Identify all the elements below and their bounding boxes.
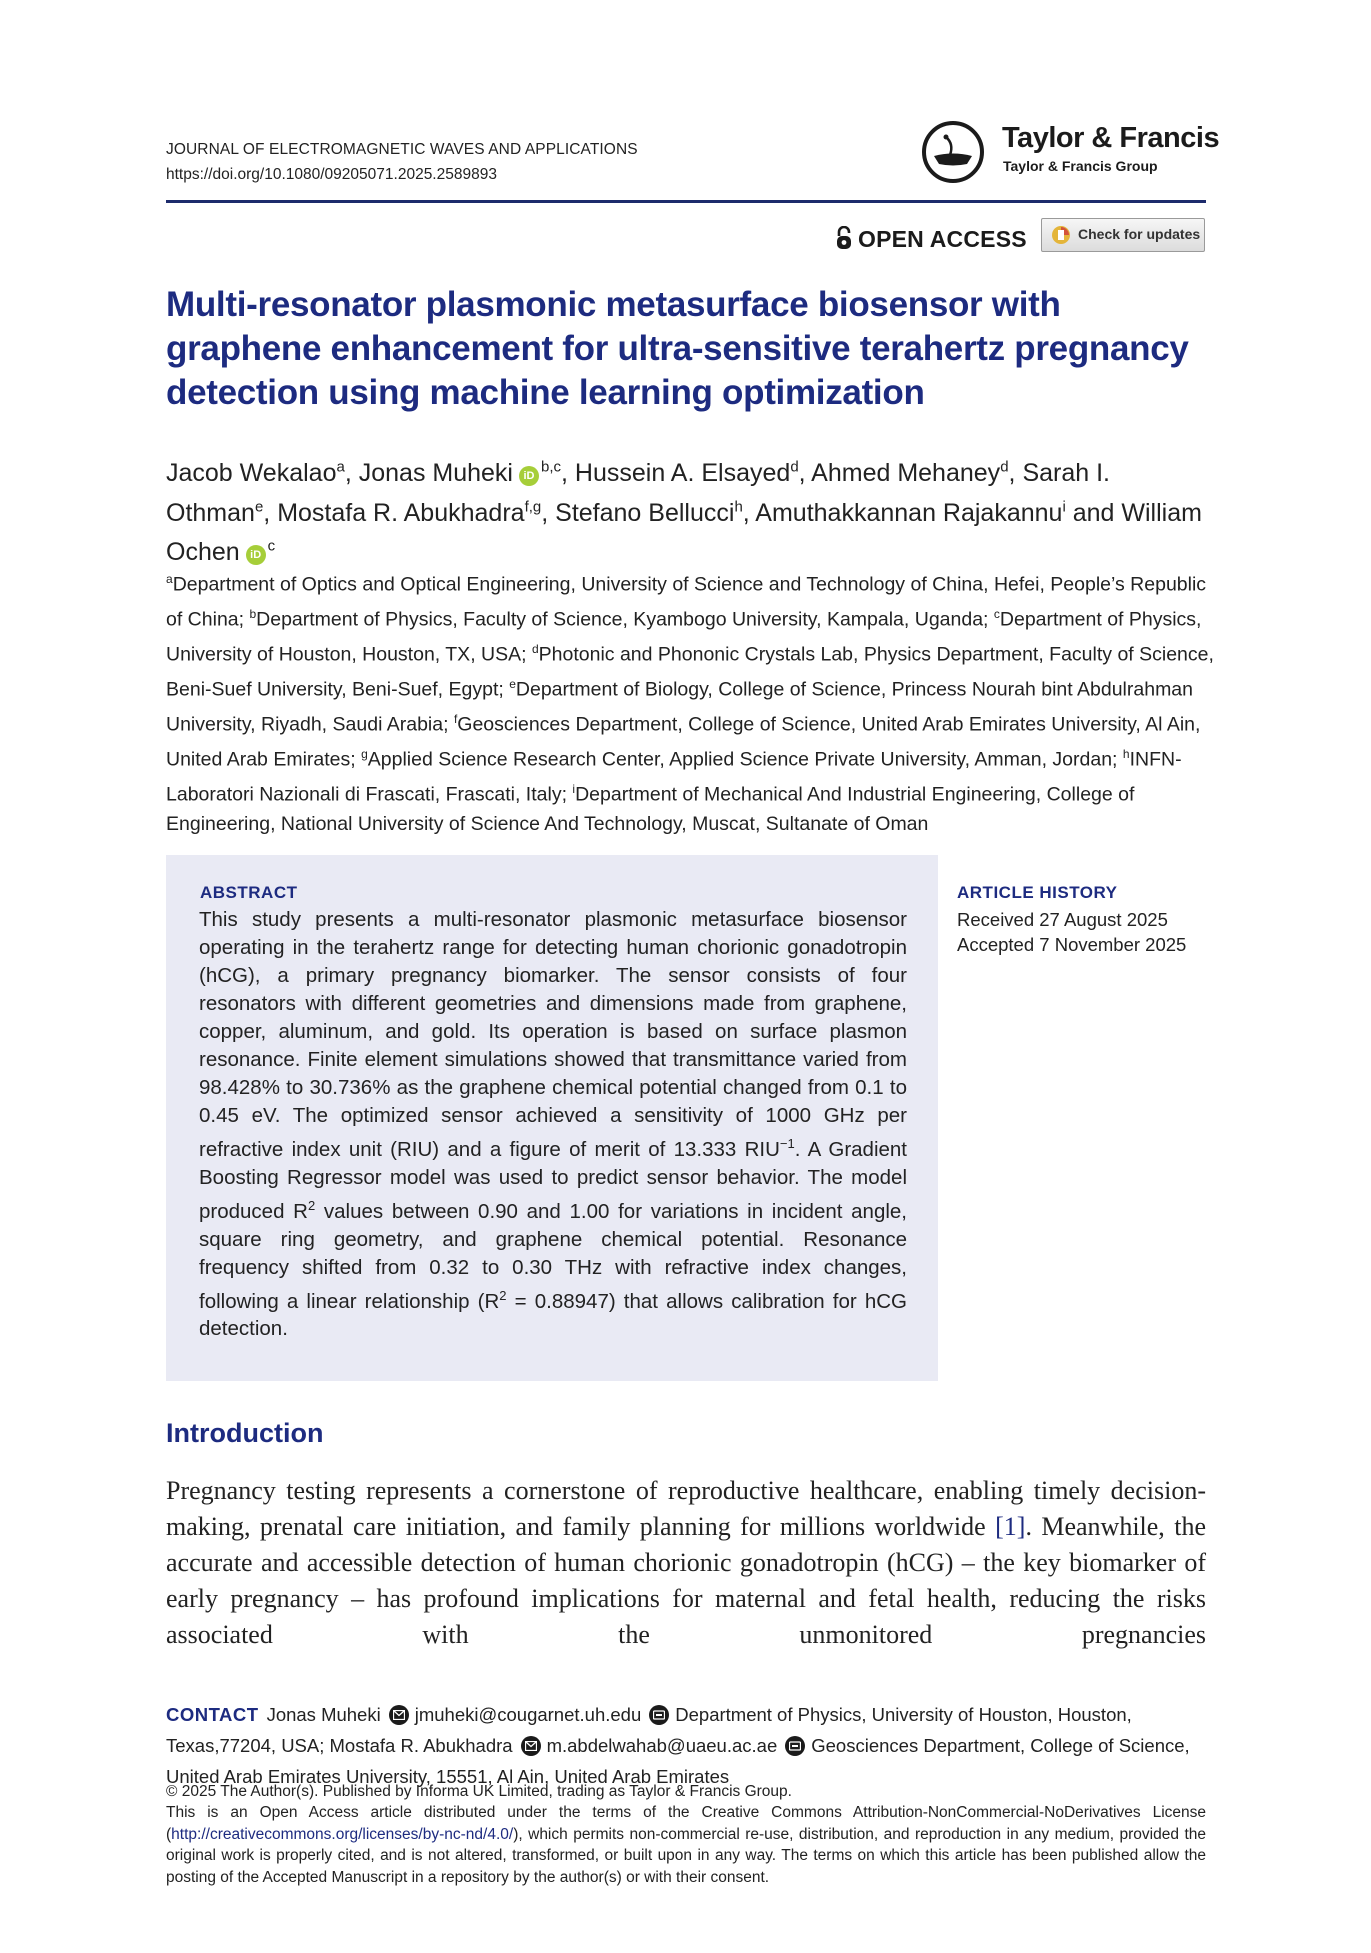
open-access-label: OPEN ACCESS	[858, 226, 1027, 252]
open-lock-icon	[836, 226, 852, 250]
address-icon	[785, 1736, 805, 1756]
check-for-updates-button[interactable]	[1041, 218, 1205, 252]
crossmark-icon	[1050, 225, 1072, 245]
author-list	[166, 451, 1206, 569]
author: and William Ochen $iD^c$	[166, 498, 1202, 566]
contact-address: Department of Physics, University of Houston, Houston, Texas,77204, USA;	[166, 1704, 1132, 1756]
section-heading-introduction: Introduction	[166, 1418, 324, 1448]
author: Hussein A. Elsayed$^d$,	[574, 459, 812, 488]
author: Mostafa R. Abukhadra$^{f,g}$,	[277, 498, 556, 527]
open-access-badge	[836, 226, 1027, 253]
citation-link[interactable]: [1]	[995, 1512, 1026, 1541]
contact-name: Jonas Muheki	[266, 1704, 381, 1725]
doi-link[interactable]: https://doi.org/10.1080/09205071.2025.2589893	[166, 166, 497, 183]
author: Jacob Wekalao$^a$,	[166, 459, 359, 488]
check-for-updates-label: Check for updates	[1078, 226, 1201, 242]
contact-label: CONTACT	[166, 1704, 259, 1725]
contact-name: Mostafa R. Abukhadra	[329, 1735, 513, 1756]
abstract-heading: ABSTRACT	[200, 883, 298, 902]
received-date: Received 27 August 2025	[957, 909, 1168, 930]
header-divider	[166, 200, 1206, 203]
author: Amuthakkannan Rajakannu$^i$	[755, 498, 1066, 527]
contact-address: Geosciences Department, College of Science, United Arab Emirates University, 15551, Al Ain, United Arab Emirates	[166, 1735, 1190, 1787]
author: Jonas Muheki iD$^{b,c}$,	[358, 459, 575, 488]
orcid-icon[interactable]: iD	[519, 466, 539, 486]
license-link[interactable]: http://creativecommons.org/licenses/by-nc-nd/4.0/	[171, 1825, 514, 1843]
author: Ahmed Mehaney$^d$,	[811, 459, 1023, 488]
publisher-name: Taylor & Francis	[1002, 122, 1220, 154]
email-icon	[521, 1736, 541, 1756]
orcid-icon[interactable]: iD	[246, 545, 266, 565]
author: Stefano Bellucci$^h$,	[555, 498, 756, 527]
affiliations: $^a$Department of Optics and Optical Engineering, University of Science and Technology of China, Hefei, People’s Republic of China; $^b$Department of Physics, Faculty of Science, Kyambogo University, Kampala, Uganda; $^c$Department of Physics, University of Houston, Houston, TX, USA; $^d$Photonic and Phononic Crystals Lab, Physics Department, Faculty of Science, Beni-Suef University, Beni-Suef, Egypt; $^e$Department of Biology, College of Science, Princess Nourah bint Abdulrahman University, Riyadh, Saudi Arabia; $^f$Geosciences Department, College of Science, United Arab Emirates University, Al Ain, United Arab Emirates; $^g$Applied Science Research Center, Applied Science Private University, Amman, Jordan; $^h$INFN-Laboratori Nazionali di Frascati, Frascati, Italy; $^i$Department of Mechanical And Industrial Engineering, College of Engineering, National University of Science And Technology, Muscat, Sultanate of Oman	[166, 572, 1214, 835]
license-text: This is an Open Access article distributed under the terms of the Creative Commons Attribution-NonCommercial-NoDerivatives License (http://creativecommons.org/licenses/by-nc-nd/4.0/), which permits non-commercial re-use, distribution, and reproduction in any medium, provided the original work is properly cited, and is not altered, transformed, or built upon in any way. The terms on which this article has been published allow the posting of the Accepted Manuscript in a repository by the author(s) or with their consent.	[166, 1804, 1206, 1886]
address-icon	[649, 1705, 669, 1725]
contact-email[interactable]: m.abdelwahab@uaeu.ac.ae	[546, 1735, 778, 1756]
introduction-text: Pregnancy testing represents a cornerstone of reproductive healthcare, enabling timely decision-making, prenatal care initiation, and family planning for millions worldwide [1]. Meanwhile, the accurate and accessible detection of human chorionic gonadotropin (hCG) – the key biomarker of early pregnancy – has profound implications for maternal and fetal health, reducing the risks associated with the unmonitored pregnancies	[166, 1476, 1206, 1649]
author: Sarah I. Othman$^e$,	[166, 459, 1110, 527]
contact-email[interactable]: jmuheki@cougarnet.uh.edu	[414, 1704, 642, 1725]
email-icon	[389, 1705, 409, 1725]
copyright-notice: © 2025 The Author(s). Published by Informa UK Limited, trading as Taylor & Francis Group.	[166, 1783, 792, 1800]
publisher-group: Taylor & Francis Group	[1003, 158, 1158, 174]
accepted-date: Accepted 7 November 2025	[957, 934, 1187, 955]
contact-block	[166, 1699, 1216, 1792]
journal-name: JOURNAL OF ELECTROMAGNETIC WAVES AND APPLICATIONS	[166, 141, 638, 158]
article-history-heading: ARTICLE HISTORY	[957, 883, 1118, 902]
article-title: Multi-resonator plasmonic metasurface biosensor with graphene enhancement for ultra-sensitive terahertz pregnancy detection using machine learning optimization	[166, 285, 1189, 412]
abstract-text: This study presents a multi-resonator plasmonic metasurface biosensor operating in the terahertz range for detecting human chorionic gonadotropin (hCG), a primary pregnancy biomarker. The sensor consists of four resonators with different geometries and dimensions made from graphene, copper, aluminum, and gold. Its operation is based on surface plasmon resonance. Finite element simulations showed that transmittance varied from 98.428% to 30.736% as the graphene chemical potential changed from 0.1 to 0.45 eV. The optimized sensor achieved a sensitivity of 1000 GHz per refractive index unit (RIU) and a figure of merit of 13.333 $RIU^{-1}$. A Gradient Boosting Regressor model was used to predict sensor behavior. The model produced $R^2$ values between 0.90 and 1.00 for variations in incident angle, square ring geometry, and graphene chemical potential. Resonance frequency shifted from 0.32 to 0.30 THz with refractive index changes, following a linear relationship $(R^2 = 0.88947)$ that allows calibration for hCG detection.	[199, 908, 908, 1341]
